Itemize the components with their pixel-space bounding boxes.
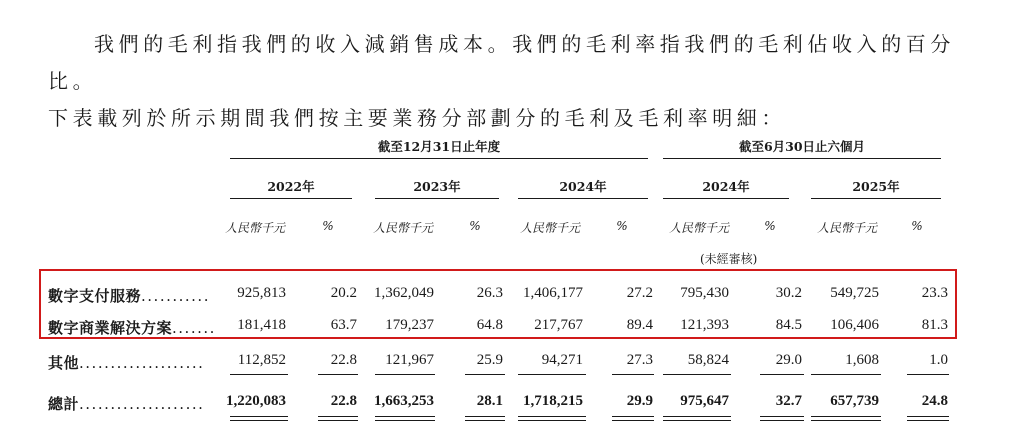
group-rule-annual xyxy=(230,158,648,159)
period-rule-2024-h1 xyxy=(663,198,789,199)
subtotal-rule xyxy=(811,374,881,375)
pct-label: % xyxy=(911,219,923,233)
total-double-rule xyxy=(612,416,654,421)
pct-label: % xyxy=(616,219,628,233)
cell-value: 121,967 xyxy=(385,352,434,368)
cell-value: 179,237 xyxy=(385,317,434,333)
total-double-rule xyxy=(318,416,358,421)
cell-value: 795,430 xyxy=(680,285,729,301)
total-double-rule xyxy=(907,416,949,421)
unit-label: 人民幣千元 xyxy=(668,221,729,235)
cell-value: 181,418 xyxy=(237,317,286,333)
total-double-rule xyxy=(811,416,881,421)
unit-label: 人民幣千元 xyxy=(372,221,433,235)
total-double-rule xyxy=(760,416,804,421)
total-value: 975,647 xyxy=(680,393,729,409)
group-header-six-months: 截至6月30日止六個月 xyxy=(738,139,866,154)
period-rule-2024 xyxy=(518,198,648,199)
period-header-2023: 2023年 xyxy=(413,179,461,194)
subtotal-rule xyxy=(375,374,435,375)
cell-value: 106,406 xyxy=(830,317,879,333)
cell-value: 89.4 xyxy=(626,317,653,333)
period-header-2025-h1: 2025年 xyxy=(852,179,900,194)
total-value: 657,739 xyxy=(830,393,879,409)
total-value: 28.1 xyxy=(476,393,503,409)
period-header-2024-h1: 2024年 xyxy=(702,179,750,194)
period-rule-2023 xyxy=(375,198,499,199)
cell-value: 1,362,049 xyxy=(374,285,434,301)
cell-value: 1.0 xyxy=(929,352,948,368)
group-rule-six-months xyxy=(663,158,941,159)
unit-label: 人民幣千元 xyxy=(224,221,285,235)
pct-label: % xyxy=(764,219,776,233)
intro-line-1: 我們的毛利指我們的收入減銷售成本。我們的毛利率指我們的毛利佔收入的百分比。 xyxy=(48,32,955,93)
period-rule-2022 xyxy=(230,198,352,199)
intro-line-2: 下表載列於所示期間我們按主要業務分部劃分的毛利及毛利率明細： xyxy=(48,106,786,130)
cell-value: 925,813 xyxy=(237,285,286,301)
subtotal-rule xyxy=(518,374,586,375)
cell-value: 81.3 xyxy=(921,317,948,333)
cell-value: 1,406,177 xyxy=(523,285,583,301)
total-double-rule xyxy=(518,416,586,421)
subtotal-rule xyxy=(465,374,505,375)
cell-value: 29.0 xyxy=(775,352,802,368)
group-header-annual: 截至12月31日止年度 xyxy=(377,139,501,154)
unit-label: 人民幣千元 xyxy=(519,221,580,235)
period-rule-2025-h1 xyxy=(811,198,941,199)
cell-value: 63.7 xyxy=(330,317,357,333)
row-label-digital-payment: 數字支付服務........... xyxy=(48,287,210,305)
total-value: 1,663,253 xyxy=(374,393,434,409)
period-header-2022: 2022年 xyxy=(267,179,315,194)
cell-value: 217,767 xyxy=(534,317,583,333)
subtotal-rule xyxy=(612,374,654,375)
cell-value: 549,725 xyxy=(830,285,879,301)
total-value: 29.9 xyxy=(626,393,653,409)
cell-value: 23.3 xyxy=(921,285,948,301)
cell-value: 84.5 xyxy=(775,317,802,333)
pct-label: % xyxy=(469,219,481,233)
cell-value: 26.3 xyxy=(476,285,503,301)
intro-paragraph xyxy=(48,26,998,137)
cell-value: 22.8 xyxy=(330,352,357,368)
total-value: 1,220,083 xyxy=(226,393,286,409)
subtotal-rule xyxy=(907,374,949,375)
cell-value: 94,271 xyxy=(541,352,583,368)
period-header-2024: 2024年 xyxy=(559,179,607,194)
total-value: 22.8 xyxy=(330,393,357,409)
row-label-total: 總計.................... xyxy=(48,395,205,413)
total-double-rule xyxy=(663,416,731,421)
cell-value: 27.2 xyxy=(626,285,653,301)
pct-label: % xyxy=(322,219,334,233)
unaudited-note: (未經審核) xyxy=(700,252,758,266)
cell-value: 121,393 xyxy=(680,317,729,333)
total-double-rule xyxy=(465,416,505,421)
cell-value: 27.3 xyxy=(626,352,653,368)
total-value: 24.8 xyxy=(921,393,948,409)
total-value: 1,718,215 xyxy=(523,393,583,409)
subtotal-rule xyxy=(663,374,731,375)
total-double-rule xyxy=(375,416,435,421)
cell-value: 1,608 xyxy=(845,352,879,368)
cell-value: 64.8 xyxy=(476,317,503,333)
cell-value: 30.2 xyxy=(775,285,802,301)
total-value: 32.7 xyxy=(775,393,802,409)
subtotal-rule xyxy=(318,374,358,375)
cell-value: 58,824 xyxy=(687,352,729,368)
subtotal-rule xyxy=(230,374,288,375)
subtotal-rule xyxy=(760,374,804,375)
cell-value: 25.9 xyxy=(476,352,503,368)
total-double-rule xyxy=(230,416,288,421)
cell-value: 112,852 xyxy=(237,352,286,368)
cell-value: 20.2 xyxy=(330,285,357,301)
row-label-others: 其他.................... xyxy=(48,354,205,372)
row-label-digital-commerce: 數字商業解決方案....... xyxy=(48,319,216,337)
unit-label: 人民幣千元 xyxy=(816,221,877,235)
